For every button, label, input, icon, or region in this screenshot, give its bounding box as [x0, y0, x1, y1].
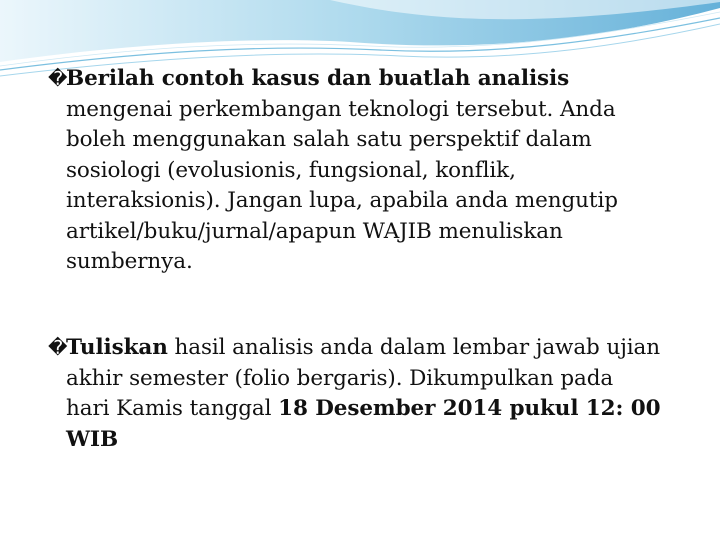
paragraph-line: Tuliskan hasil analisis anda dalam lembar jawab ujian — [66, 335, 661, 360]
bullet-icon: � — [48, 68, 68, 90]
paragraph-line: mengenai perkembangan teknologi tersebut. Anda — [66, 96, 616, 122]
paragraph-line: hari Kamis tanggal 18 Desember 2014 pukul 12: 00 — [66, 396, 661, 421]
paragraph-line: sumbernya. — [66, 249, 193, 274]
paragraph-line: sosiologi (evolusionis, fungsional, konflik, — [66, 157, 516, 183]
deadline-text: 18 Desember 2014 pukul 12: 00 — [278, 396, 661, 421]
paragraph-line: boleh menggunakan salah satu perspektif dalam — [66, 127, 592, 152]
paragraph-line: akhir semester (folio bergaris). Dikumpulkan pada — [66, 365, 614, 391]
paragraph-line: interaksionis). Jangan lupa, apabila anda mengutip — [66, 188, 618, 213]
bullet-icon: � — [48, 337, 68, 359]
paragraph-line: WIB — [66, 426, 119, 452]
paragraph-instructions — [48, 64, 706, 278]
paragraph-line: Berilah contoh kasus dan buatlah analisis — [66, 66, 570, 91]
paragraph-submission — [48, 333, 706, 455]
paragraph-line: artikel/buku/jurnal/apapun WAJIB menuliskan — [66, 218, 563, 244]
